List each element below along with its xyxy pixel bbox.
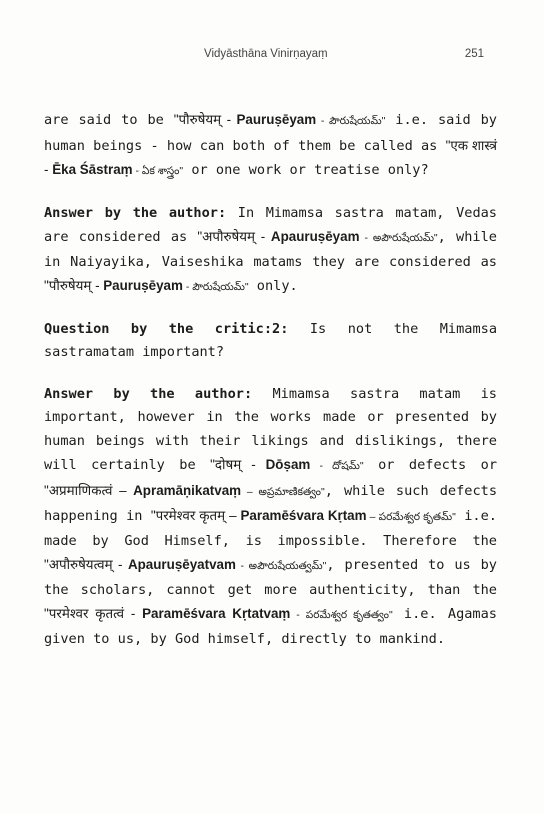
devanagari-term: "अपौरुषेयम् - <box>197 229 271 244</box>
transliteration-term: Dōṣam <box>265 457 311 472</box>
devanagari-term: "पौरुषेयम् - <box>44 278 104 293</box>
devanagari-term: "पौरुषेयम् - <box>173 112 237 127</box>
text-run: or defects or <box>363 457 497 473</box>
telugu-term: - పరమేశ్వర కృతత్వం" <box>290 609 393 621</box>
transliteration-term: Paramēśvara Kṛtam <box>240 508 367 523</box>
question-label: Question by the critic:2: <box>44 320 289 337</box>
text-run: , while in Naiyayika, Vaiseshika matams they are considered as <box>44 229 497 270</box>
telugu-term: - పౌరుషేయమ్" <box>316 115 386 127</box>
telugu-term: - అపౌరుషేయత్వమ్" <box>235 560 327 572</box>
text-run: i.e. said by human beings - how can both of them be called as <box>44 112 497 154</box>
telugu-term: - ఏక శాస్త్రం" <box>132 165 184 177</box>
text-run: In Mimamsa sastra matam, Vedas are considered as <box>44 204 497 245</box>
text-run: are said to be <box>44 112 174 128</box>
text-run: only. <box>248 278 298 294</box>
telugu-term: – పరమేశ్వర కృతమ్" <box>366 511 456 523</box>
paragraph-3 <box>44 318 497 365</box>
devanagari-term: "परमेश्वर कृतम् – <box>150 508 241 523</box>
paragraph-1 <box>44 108 497 184</box>
text-run: , presented to us by the scholars, cannot get more authenticity, than the <box>44 557 497 598</box>
telugu-term: - పౌరుషేయమ్" <box>182 281 249 293</box>
answer-label: Answer by the author: <box>44 385 253 402</box>
devanagari-term: "अप्रमाणिकत्वं – <box>44 482 134 498</box>
text-run: Is not the Mimamsa sastramatam important? <box>44 320 498 360</box>
running-header <box>44 48 484 68</box>
devanagari-term: "दोषम् - <box>210 457 266 472</box>
devanagari-term: "परमेश्वर कृतत्वं - <box>44 606 143 621</box>
transliteration-term: Pauruṣēyam <box>236 112 317 127</box>
text-run: i.e. made by God Himself, is impossible. Therefore the <box>44 508 497 549</box>
paragraph-4 <box>44 383 497 652</box>
transliteration-term: Ēka Śāstraṃ <box>52 162 133 177</box>
transliteration-term: Apramāṇikatvaṃ <box>133 482 242 498</box>
telugu-term: – అప్రమాణికత్వం" <box>241 485 325 498</box>
transliteration-term: Apauruṣēyam <box>270 229 360 244</box>
body-text <box>44 108 497 669</box>
devanagari-term: "एक शास्त्रं - <box>44 137 497 177</box>
text-run: i.e. Agamas given to us, by God himself, directly to mankind. <box>44 606 497 647</box>
transliteration-term: Paramēśvara Kṛtatvaṃ <box>142 606 291 621</box>
paragraph-2 <box>44 202 497 300</box>
answer-label: Answer by the author: <box>44 204 227 221</box>
page-number: 251 <box>464 48 484 60</box>
devanagari-term: "अपौरुषेयत्वम् - <box>44 557 128 572</box>
telugu-term: - అపౌరుషేయమ్" <box>359 232 438 244</box>
text-run: Mimamsa sastra matam is important, however in the works made or presented by human beings with their likings and dislikings, there will certainly be <box>44 385 497 473</box>
transliteration-term: Apauruṣēyatvam <box>127 557 236 572</box>
telugu-term: - దోషమ్" <box>310 460 364 472</box>
transliteration-term: Pauruṣēyam <box>103 278 183 293</box>
header-title: Vidyāsthāna Vinirṇayaṃ <box>204 48 328 60</box>
text-run: , while such defects happening in <box>44 482 497 524</box>
text-run: or one work or treatise only? <box>183 162 429 178</box>
